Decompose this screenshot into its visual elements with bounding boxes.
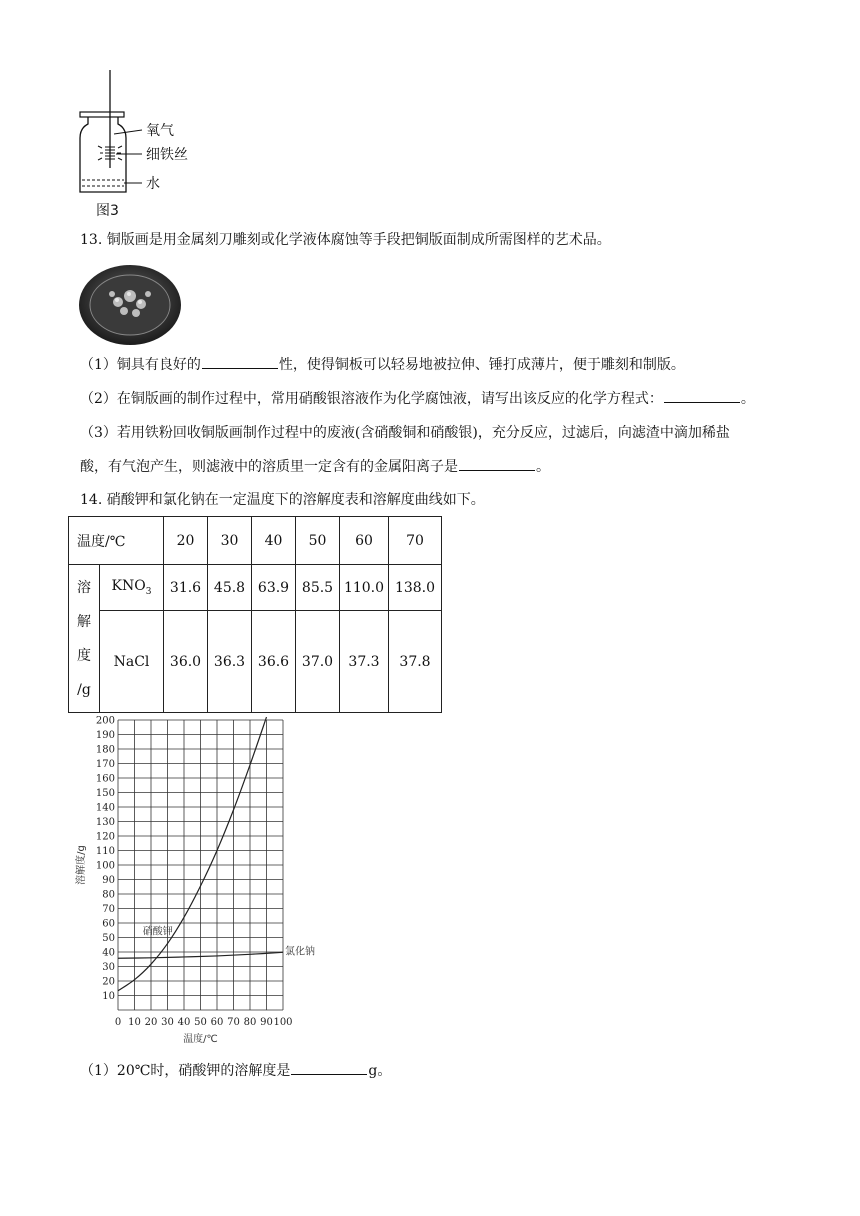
answer-blank[interactable] — [202, 354, 278, 369]
q13-part3-line2 — [80, 456, 550, 477]
y-tick-label: 10 — [102, 991, 115, 1002]
temp-cell: 30 — [208, 517, 252, 565]
q13-p3-text-a: 酸，有气泡产生，则滤液中的溶质里一定含有的金属阳离子是 — [80, 459, 458, 475]
y-tick-label: 50 — [102, 933, 115, 944]
q13-p2-text-a: （2）在铜版画的制作过程中，常用硝酸银溶液作为化学腐蚀液，请写出该反应的化学方程式： — [80, 391, 663, 407]
x-tick-label: 70 — [227, 1017, 240, 1028]
kno3-value: 85.5 — [296, 565, 340, 611]
y-tick-label: 70 — [102, 904, 115, 915]
x-tick-label: 50 — [194, 1017, 207, 1028]
kno3-series-label: 硝酸钾 — [142, 926, 173, 938]
x-tick-label: 80 — [243, 1017, 257, 1028]
answer-blank[interactable] — [664, 388, 740, 403]
temp-cell: 50 — [296, 517, 340, 565]
solubility-table — [68, 516, 442, 713]
temp-cell: 40 — [252, 517, 296, 565]
figure-caption: 图3 — [96, 203, 119, 219]
x-axis-label: 温度/℃ — [183, 1034, 218, 1045]
q13-p3-text-b: 。 — [536, 459, 550, 475]
kno3-label — [100, 565, 164, 611]
y-tick-label: 90 — [102, 875, 115, 886]
kno3-value: 45.8 — [208, 565, 252, 611]
y-tick-label: 170 — [95, 759, 115, 770]
kno3-main: KNO — [111, 578, 146, 595]
solubility-row-header — [69, 565, 100, 713]
nacl-value: 36.6 — [252, 611, 296, 713]
y-tick-label: 60 — [102, 918, 115, 930]
q14-sub1 — [80, 1060, 391, 1081]
temp-cell: 70 — [389, 517, 442, 565]
nacl-label: NaCl — [100, 611, 164, 713]
y-tick-label: 200 — [95, 715, 115, 727]
x-tick-label: 90 — [260, 1017, 273, 1028]
x-tick-label: 20 — [144, 1017, 158, 1028]
q13-part1 — [80, 354, 685, 375]
kno3-value: 138.0 — [389, 565, 442, 611]
y-tick-label: 180 — [95, 744, 115, 756]
temp-cell: 60 — [340, 517, 389, 565]
x-tick-label: 30 — [161, 1017, 174, 1028]
y-tick-label: 160 — [95, 773, 115, 785]
y-tick-label: 140 — [95, 802, 115, 814]
q13-part3-line1: （3）若用铁粉回收铜版画制作过程中的废液(含硝酸铜和硝酸银)，充分反应，过滤后，向滤渣中滴加稀盐 — [80, 425, 730, 441]
oxygen-label: 氧气 — [146, 123, 174, 139]
nacl-series-label: 氯化钠 — [285, 946, 315, 958]
q13-part2 — [80, 388, 755, 409]
figure-3 — [70, 68, 200, 220]
q13-p2-text-b: 。 — [740, 391, 755, 407]
y-axis-label: 溶解度/g — [76, 845, 87, 885]
y-tick-label: 110 — [95, 846, 115, 857]
kno3-value: 31.6 — [164, 565, 208, 611]
y-tick-label: 190 — [95, 730, 115, 741]
kno3-value: 63.9 — [252, 565, 296, 611]
kno3-sub: 3 — [145, 586, 152, 597]
q13-stem: 13. 铜版画是用金属刻刀雕刻或化学液体腐蚀等手段把铜版面制成所需图样的艺术品。 — [80, 232, 611, 248]
row-header-char: /g — [77, 681, 91, 698]
y-tick-label: 130 — [95, 817, 115, 828]
nacl-value: 37.0 — [296, 611, 340, 713]
nacl-value: 36.0 — [164, 611, 208, 713]
row-header-char: 溶 — [77, 579, 91, 596]
iron-wire-label: 细铁丝 — [146, 147, 188, 163]
x-tick-label: 60 — [210, 1017, 224, 1028]
y-tick-label: 40 — [102, 947, 115, 959]
q13-p1-text-b: 性，使得铜板可以轻易地被拉伸、锤打成薄片，便于雕刻和制版。 — [278, 357, 685, 373]
water-label: 水 — [146, 176, 160, 192]
row-header-char: 解 — [77, 613, 91, 630]
solubility-chart — [70, 712, 360, 1058]
y-tick-label: 100 — [95, 860, 115, 872]
answer-blank[interactable] — [459, 456, 535, 471]
q14-sub1-text-b: g。 — [368, 1063, 392, 1079]
nacl-value: 36.3 — [208, 611, 252, 713]
nacl-value: 37.8 — [389, 611, 442, 713]
y-tick-label: 20 — [102, 976, 115, 988]
x-tick-label: 0 — [114, 1017, 122, 1028]
y-tick-label: 150 — [95, 788, 115, 799]
row-header-char: 度 — [77, 647, 91, 664]
kno3-curve — [118, 717, 267, 991]
temp-cell: 20 — [164, 517, 208, 565]
kno3-value: 110.0 — [340, 565, 389, 611]
x-tick-label: 100 — [273, 1017, 293, 1028]
y-tick-label: 30 — [102, 962, 115, 973]
q14-sub1-text-a: （1）20℃时，硝酸钾的溶解度是 — [80, 1063, 291, 1079]
x-tick-label: 10 — [128, 1017, 141, 1028]
y-tick-label: 80 — [102, 889, 115, 901]
copperplate-art-image — [78, 264, 182, 350]
q14-stem: 14. 硝酸钾和氯化钠在一定温度下的溶解度表和溶解度曲线如下。 — [80, 492, 485, 508]
nacl-value: 37.3 — [340, 611, 389, 713]
answer-blank[interactable] — [291, 1060, 367, 1075]
x-tick-label: 40 — [177, 1017, 191, 1028]
q13-p1-text-a: （1）铜具有良好的 — [80, 357, 201, 373]
y-tick-label: 120 — [95, 831, 115, 843]
temp-header: 温度/℃ — [69, 517, 164, 565]
